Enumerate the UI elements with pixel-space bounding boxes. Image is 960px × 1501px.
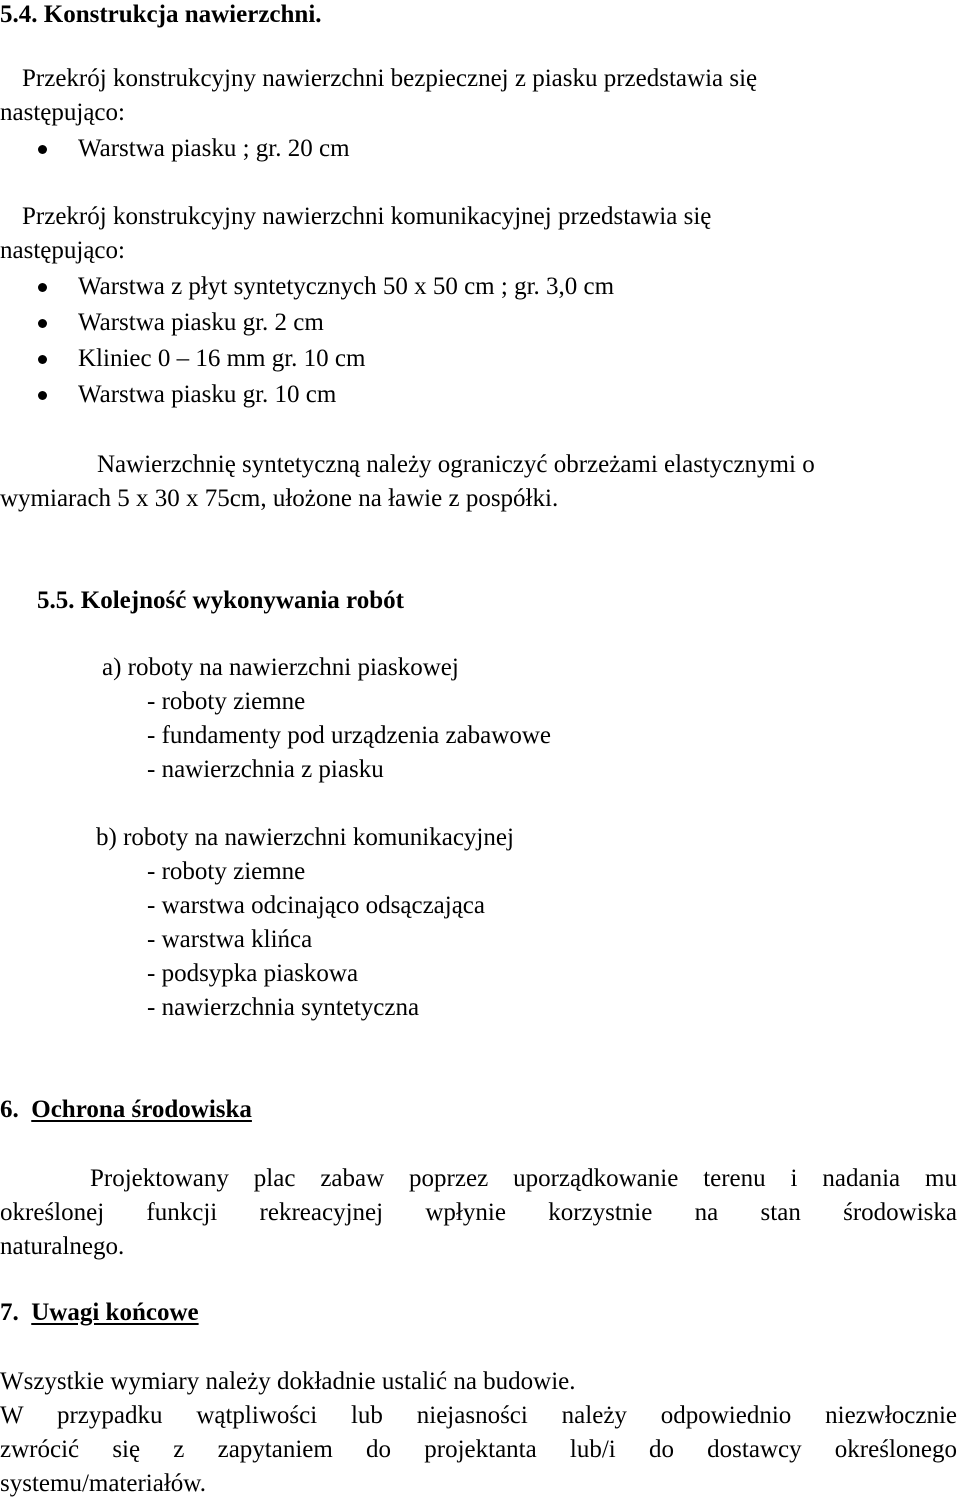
paragraph-line: Przekrój konstrukcyjny nawierzchni bezpiecznej z piasku przedstawia się <box>22 65 758 92</box>
paragraph-line: Nawierzchnię syntetyczną należy ograniczyć obrzeżami elastycznymi o <box>97 451 815 478</box>
bullet-icon <box>38 319 47 328</box>
bullet-icon <box>38 145 47 154</box>
section-heading-5-5: 5.5. Kolejność wykonywania robót <box>37 587 404 614</box>
paragraph-line: określonej funkcji rekreacyjnej wpłynie korzystnie na stan środowiska <box>0 1199 957 1226</box>
list-group-label: a) roboty na nawierzchni piaskowej <box>102 654 459 681</box>
list-item: - fundamenty pod urządzenia zabawowe <box>147 722 551 749</box>
paragraph-line: wymiarach 5 x 30 x 75cm, ułożone na ławie z pospółki. <box>0 485 559 512</box>
list-item: - warstwa klińca <box>147 926 313 953</box>
paragraph-line: Wszystkie wymiary należy dokładnie ustalić na budowie. <box>0 1368 576 1395</box>
list-item: - nawierzchnia z piasku <box>147 756 384 783</box>
paragraph-line: W przypadku wątpliwości lub niejasności należy odpowiednio niezwłocznie <box>0 1402 957 1429</box>
paragraph-line: następująco: <box>0 99 125 126</box>
list-item: - nawierzchnia syntetyczna <box>147 994 420 1021</box>
list-item: - podsypka piaskowa <box>147 960 359 987</box>
paragraph-line: zwrócić się z zapytaniem do projektanta lub/i do dostawcy określonego <box>0 1436 957 1463</box>
section-heading-5-4: 5.4. Konstrukcja nawierzchni. <box>0 1 322 28</box>
paragraph-line: Projektowany plac zabaw poprzez uporządkowanie terenu i nadania mu <box>90 1165 957 1192</box>
bullet-icon <box>38 391 47 400</box>
bullet-icon <box>38 283 47 292</box>
list-item: - roboty ziemne <box>147 688 306 715</box>
section-heading-7: 7. Uwagi końcowe <box>0 1299 199 1326</box>
list-item: - roboty ziemne <box>147 858 306 885</box>
section-heading-6: 6. Ochrona środowiska <box>0 1096 252 1123</box>
list-group-label: b) roboty na nawierzchni komunikacyjnej <box>96 824 514 851</box>
document-page: 5.4. Konstrukcja nawierzchni. Przekrój konstrukcyjny nawierzchni bezpiecznej z piasku przedstawia się następująco: Warstwa piasku ; gr. 20 cm Przekrój konstrukcyjny nawierzchni komunikacyjnej przedstawia się następująco: Warstwa z płyt syntetycznych 50 x 50 cm ; gr. 3,0 cm Warstwa piasku gr. 2 cm Kliniec 0 – 16 mm gr. 10 cm Warstwa piasku gr. 10 cm Nawierzchnię syntetyczną należy ograniczyć obrzeżami elastycznymi o wymiarach 5 x 30 x 75cm, ułożone na ławie z pospółki. 5.5. Kolejność wykonywania robót a) roboty na nawierzchni piaskowej - roboty ziemne - fundamenty pod urządzenia zabawowe - nawierzchnia z piasku b) roboty na nawierzchni komunikacyjnej - roboty ziemne - warstwa odcinająco odsączająca - warstwa klińca - podsypka piaskowa - nawierzchnia syntetyczna 6. Ochrona środowiska Projektowany plac zabaw poprzez uporządkowanie terenu i nadania mu określonej funkcji rekreacyjnej wpłynie korzystnie na stan środowiska naturalnego. 7. Uwagi końcowe Wszystkie wymiary należy dokładnie ustalić na budowie. W przypadku wątpliwości lub niejasności należy odpowiednio niezwłocznie zwrócić się z zapytaniem do projektanta lub/i do dostawcy określonego systemu/materiałów. <box>0 0 960 1499</box>
bullet-icon <box>38 355 47 364</box>
paragraph-line: Przekrój konstrukcyjny nawierzchni komunikacyjnej przedstawia się <box>22 203 712 230</box>
list-item: - warstwa odcinająco odsączająca <box>147 892 486 919</box>
paragraph-line: naturalnego. <box>0 1233 125 1260</box>
paragraph-line: systemu/materiałów. <box>0 1470 206 1497</box>
paragraph-line: następująco: <box>0 237 125 264</box>
